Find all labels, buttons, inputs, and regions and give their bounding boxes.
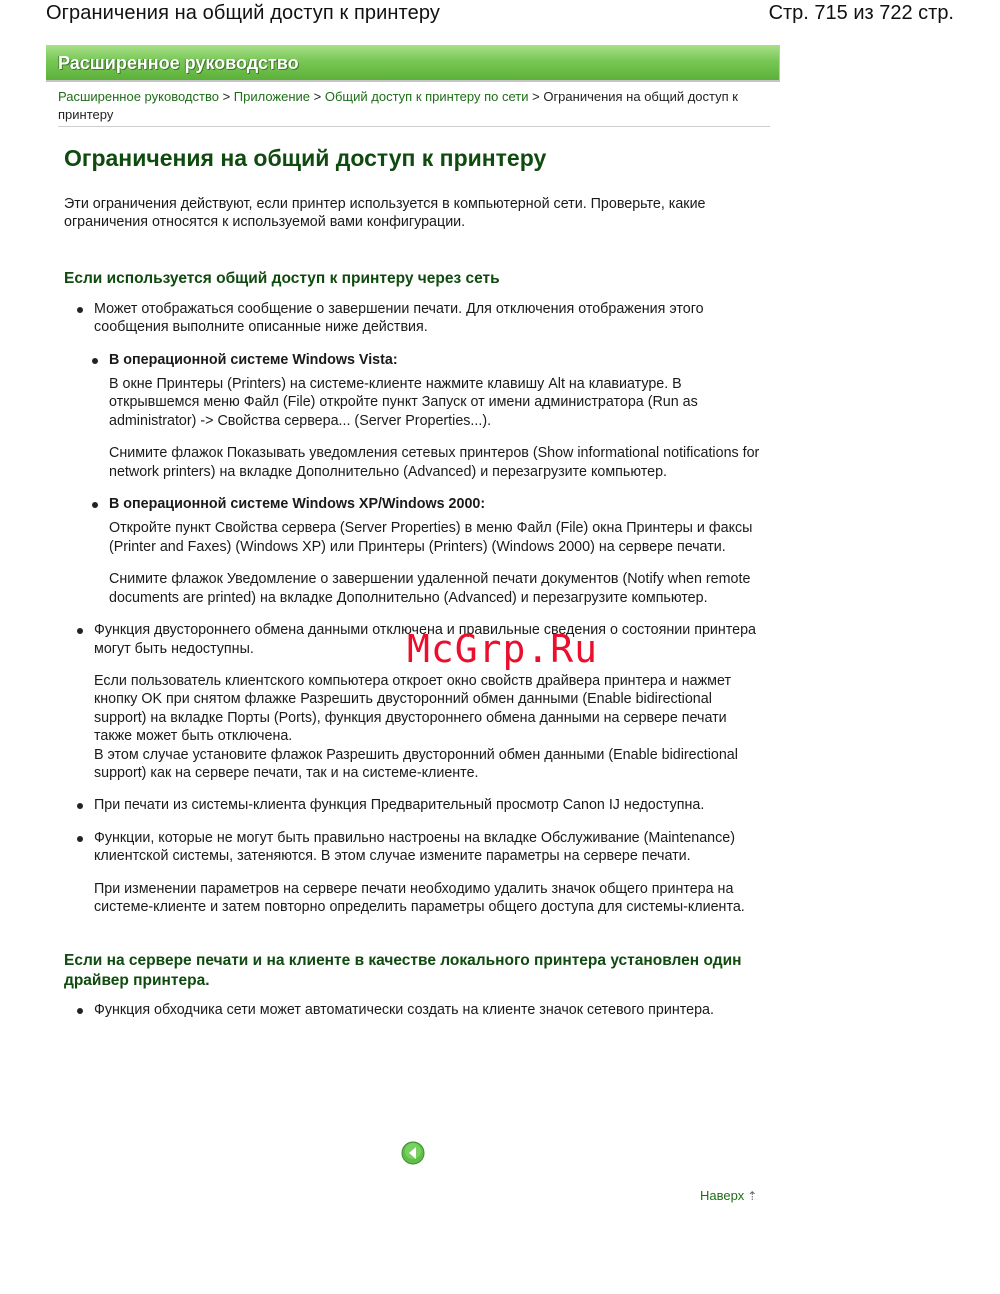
intro-paragraph: Эти ограничения действуют, если принтер используется в компьютерной сети. Проверьте, какие ограничения относятся к используемой вами конфигурации.	[64, 196, 706, 231]
list-item-text: Может отображаться сообщение о завершении печати. Для отключения отображения этого сообщения выполните описанные ниже действия.	[94, 300, 704, 336]
restrictions-list	[64, 300, 764, 917]
section-heading-local-driver: Если на сервере печати и на клиенте в качестве локального принтера установлен один драйвер принтера.	[64, 952, 742, 990]
section-heading-network-sharing: Если используется общий доступ к принтеру через сеть	[64, 269, 500, 287]
breadcrumb-separator: >	[313, 89, 322, 104]
breadcrumb-divider	[58, 126, 770, 127]
list-item-paragraph: При изменении параметров на сервере печати необходимо удалить значок общего принтера на системе-клиенте и затем повторно определить параметры общего доступа для системы-клиента.	[94, 880, 745, 915]
list-item-text: Функция двустороннего обмена данными отключена и правильные сведения о состоянии принтера могут быть недоступны.	[94, 622, 757, 657]
breadcrumb-separator: >	[222, 89, 231, 104]
list-item	[64, 300, 764, 607]
local-driver-list	[64, 1001, 764, 1019]
breadcrumb-link-appendix[interactable]: Приложение	[233, 89, 311, 104]
page-title: Ограничения на общий доступ к принтеру	[64, 145, 547, 171]
breadcrumb-current: Ограничения на общий доступ к принтеру	[58, 89, 738, 122]
back-arrow-icon[interactable]	[401, 1141, 425, 1165]
list-item	[64, 829, 764, 917]
sub-item-xp	[94, 495, 764, 607]
sub-item-vista	[94, 351, 764, 481]
list-item-paragraph: Если пользователь клиентского компьютера откроет окно свойств драйвера принтера и нажмет кнопку OK при снятом флажке Разрешить двусторонний обмен данными (Enable bidirectional support) на вкладке Порты (Ports), функция двустороннего обмена данными на сервере печати также может быть отключена.	[94, 672, 732, 745]
list-item	[64, 1001, 764, 1019]
sub-item-title: В операционной системе Windows Vista:	[109, 351, 398, 368]
sub-item-paragraph: Снимите флажок Уведомление о завершении удаленной печати документов (Notify when remote documents are printed) на вкладке Дополнительно (Advanced) и перезагрузите компьютер.	[109, 571, 751, 606]
guide-banner	[46, 45, 780, 82]
banner-title: Расширенное руководство	[58, 53, 299, 73]
list-item	[64, 796, 764, 814]
breadcrumb-link-advanced-guide[interactable]: Расширенное руководство	[58, 89, 219, 104]
breadcrumb	[58, 88, 773, 124]
article	[64, 143, 764, 1020]
list-item-text: Функция обходчика сети может автоматически создать на клиенте значок сетевого принтера.	[94, 1002, 714, 1019]
breadcrumb-separator: >	[532, 89, 540, 104]
page-indicator: Стр. 715 из 722 стр.	[768, 2, 954, 24]
sub-item-paragraph: Откройте пункт Свойства сервера (Server Properties) в меню Файл (File) окна Принтеры и факсы (Printer and Faxes) (Windows XP) или Принтеры (Printers) (Windows 2000) на сервере печати.	[109, 520, 753, 555]
list-item-paragraph: В этом случае установите флажок Разрешить двусторонний обмен данными (Enable bidirectional support) как на сервере печати, так и на системе-клиенте.	[94, 746, 738, 781]
back-to-top-label: Наверх	[700, 1188, 745, 1203]
breadcrumb-link-network-sharing[interactable]: Общий доступ к принтеру по сети	[324, 89, 529, 104]
up-arrow-icon: ⇡	[747, 1189, 758, 1203]
document-title: Ограничения на общий доступ к принтеру	[46, 2, 440, 24]
sub-item-paragraph: В окне Принтеры (Printers) на системе-клиенте нажмите клавишу Alt на клавиатуре. В открывшемся меню Файл (File) откройте пункт Запуск от имени администратора (Run as administrator) -> Свойства сервера... (Server Properties...).	[109, 376, 698, 429]
back-to-top-link[interactable]	[700, 1188, 757, 1203]
list-item-text: При печати из системы-клиента функция Предварительный просмотр Canon IJ недоступна.	[94, 797, 705, 814]
watermark: McGrp.Ru	[407, 627, 599, 671]
sub-item-title: В операционной системе Windows XP/Windows 2000:	[109, 496, 486, 513]
sub-item-paragraph: Снимите флажок Показывать уведомления сетевых принтеров (Show informational notifications for network printers) на вкладке Дополнительно (Advanced) и перезагрузите компьютер.	[109, 445, 760, 480]
list-item-text: Функции, которые не могут быть правильно настроены на вкладке Обслуживание (Maintenance) клиентской системы, затеняются. В этом случае измените параметры на сервере печати.	[94, 829, 735, 865]
